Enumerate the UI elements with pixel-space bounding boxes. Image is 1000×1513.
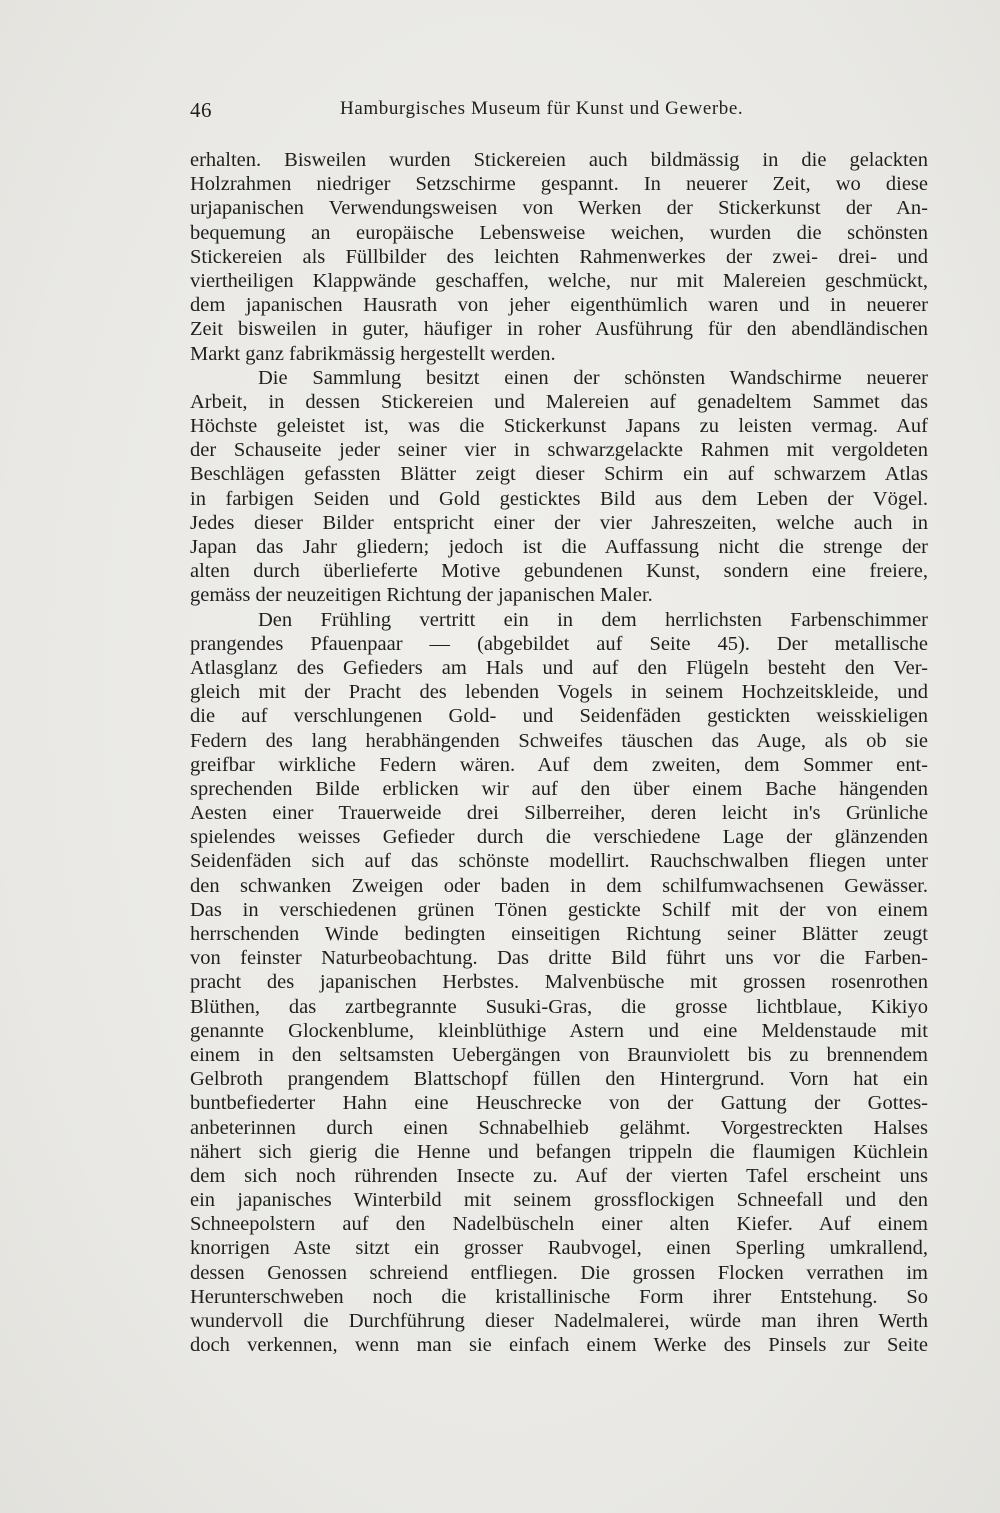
text-line: Markt ganz fabrikmässig hergestellt werden.: [190, 342, 556, 365]
text-line: prangendes Pfauenpaar — (abgebildet auf Seite 45). Der metallische: [190, 632, 928, 655]
text-line: nähert sich gierig die Henne und befangen trippeln die flaumigen Küchlein: [190, 1140, 928, 1163]
text-line: herrschenden Winde bedingten einseitigen Richtung seiner Blätter zeugt: [190, 923, 928, 945]
text-line: Schneepolstern auf den Nadelbüscheln einer alten Kiefer. Auf einem: [190, 1213, 928, 1236]
text-line: viertheiligen Klappwände geschaffen, welche, nur mit Malereien geschmückt,: [190, 269, 928, 292]
text-line: Japan das Jahr gliedern; jedoch ist die Auffassung nicht die strenge der: [190, 536, 928, 558]
text-line: Stickereien als Füllbilder des leichten Rahmenwerkes der zwei- drei- und: [190, 245, 928, 268]
text-line: Arbeit, in dessen Stickereien und Malereien auf genadeltem Sammet das: [190, 390, 928, 413]
text-line: dem sich noch rührenden Insecte zu. Auf der vierten Tafel erscheint uns: [190, 1164, 928, 1187]
paragraph: [190, 608, 928, 1358]
text-line: spielendes weisses Gefieder durch die verschiedene Lage der glänzenden: [190, 826, 928, 849]
paragraph: [190, 148, 928, 366]
text-line: Das in verschiedenen grünen Tönen gestickte Schilf mit der von einem: [190, 898, 928, 921]
text-line: Holzrahmen niedriger Setzschirme gespannt. In neuerer Zeit, wo diese: [190, 173, 928, 196]
text-line: sprechenden Bilde erblicken wir auf den über einem Bache hängenden: [190, 777, 928, 800]
text-line: pracht des japanischen Herbstes. Malvenbüsche mit grossen rosenrothen: [190, 971, 928, 994]
text-line: Atlasglanz des Gefieders am Hals und auf den Flügeln besteht den Ver-: [190, 656, 928, 679]
text-line: wundervoll die Durchführung dieser Nadelmalerei, würde man ihren Werth: [190, 1310, 928, 1332]
text-line: dessen Genossen schreiend entfliegen. Die grossen Flocken verrathen im: [190, 1261, 928, 1284]
text-line: in farbigen Seiden und Gold gesticktes Bild aus dem Leben der Vögel.: [190, 487, 928, 510]
text-line: von feinster Naturbeobachtung. Das dritte Bild führt uns vor die Farben-: [190, 947, 928, 970]
text-line: erhalten. Bisweilen wurden Stickereien auch bildmässig in die gelackten: [190, 149, 928, 171]
page-number: 46: [190, 98, 212, 122]
text-line: die auf verschlungenen Gold- und Seidenfäden gestickten weisskieligen: [190, 705, 928, 728]
text-line: Jedes dieser Bilder entspricht einer der vier Jahreszeiten, welche auch in: [190, 511, 928, 534]
text-line: Zeit bisweilen in guter, häufiger in roher Ausführung für den abendländischen: [190, 318, 928, 341]
text-line: Den Frühling vertritt ein in dem herrlichsten Farbenschimmer: [258, 608, 928, 631]
text-line: bequemung an europäische Lebensweise weichen, wurden die schönsten: [190, 221, 928, 244]
text-line: doch verkennen, wenn man sie einfach einem Werke des Pinsels zur Seite: [190, 1334, 928, 1357]
body-text: [190, 148, 928, 1357]
text-line: gleich mit der Pracht des lebenden Vogels in seinem Hochzeitskleide, und: [190, 681, 928, 704]
text-line: Gelbroth prangendem Blattschopf füllen den Hintergrund. Vorn hat ein: [190, 1068, 928, 1091]
text-line: greifbar wirkliche Federn wären. Auf dem zweiten, dem Sommer ent-: [190, 753, 928, 776]
text-line: Blüthen, das zartbegrannte Susuki-Gras, die grosse lichtblaue, Kikiyo: [190, 995, 928, 1018]
text-line: Federn des lang herabhängenden Schweifes täuschen das Auge, als ob sie: [190, 729, 928, 752]
running-title: Hamburgisches Museum für Kunst und Gewerbe.: [340, 98, 744, 119]
text-line: alten durch überlieferte Motive gebundenen Kunst, sondern eine freiere,: [190, 560, 928, 583]
page-header: [190, 98, 928, 126]
text-line: den schwanken Zweigen oder baden in dem schilfumwachsenen Gewässer.: [190, 874, 928, 897]
text-line: ein japanisches Winterbild mit seinem grossflockigen Schneefall und den: [190, 1189, 928, 1212]
text-line: knorrigen Aste sitzt ein grosser Raubvogel, einen Sperling umkrallend,: [190, 1237, 928, 1260]
text-line: anbeterinnen durch einen Schnabelhieb gelähmt. Vorgestreckten Halses: [190, 1116, 928, 1139]
text-line: der Schauseite jeder seiner vier in schwarzgelackte Rahmen mit vergoldeten: [190, 439, 928, 462]
text-line: gemäss der neuzeitigen Richtung der japanischen Maler.: [190, 584, 653, 607]
text-line: dem japanischen Hausrath von jeher eigenthümlich waren und in neuerer: [190, 294, 928, 317]
paragraph: [190, 366, 928, 608]
text-line: urjapanischen Verwendungsweisen von Werken der Stickerkunst der An-: [190, 197, 928, 220]
text-line: Seidenfäden sich auf das schönste modellirt. Rauchschwalben fliegen unter: [190, 850, 928, 873]
text-line: Die Sammlung besitzt einen der schönsten Wandschirme neuerer: [258, 366, 928, 389]
text-line: Beschlägen gefassten Blätter zeigt dieser Schirm ein auf schwarzem Atlas: [190, 463, 928, 486]
text-line: buntbefiederter Hahn eine Heuschrecke von der Gattung der Gottes-: [190, 1092, 928, 1115]
text-line: einem in den seltsamsten Uebergängen von Braunviolett bis zu brennendem: [190, 1043, 928, 1066]
text-line: Aesten einer Trauerweide drei Silberreiher, deren leicht in's Grünliche: [190, 802, 928, 825]
text-line: genannte Glockenblume, kleinblüthige Astern und eine Meldenstaude mit: [190, 1019, 928, 1042]
text-line: Höchste geleistet ist, was die Stickerkunst Japans zu leisten vermag. Auf: [190, 415, 928, 438]
text-line: Herunterschweben noch die kristallinische Form ihrer Entstehung. So: [190, 1285, 928, 1308]
